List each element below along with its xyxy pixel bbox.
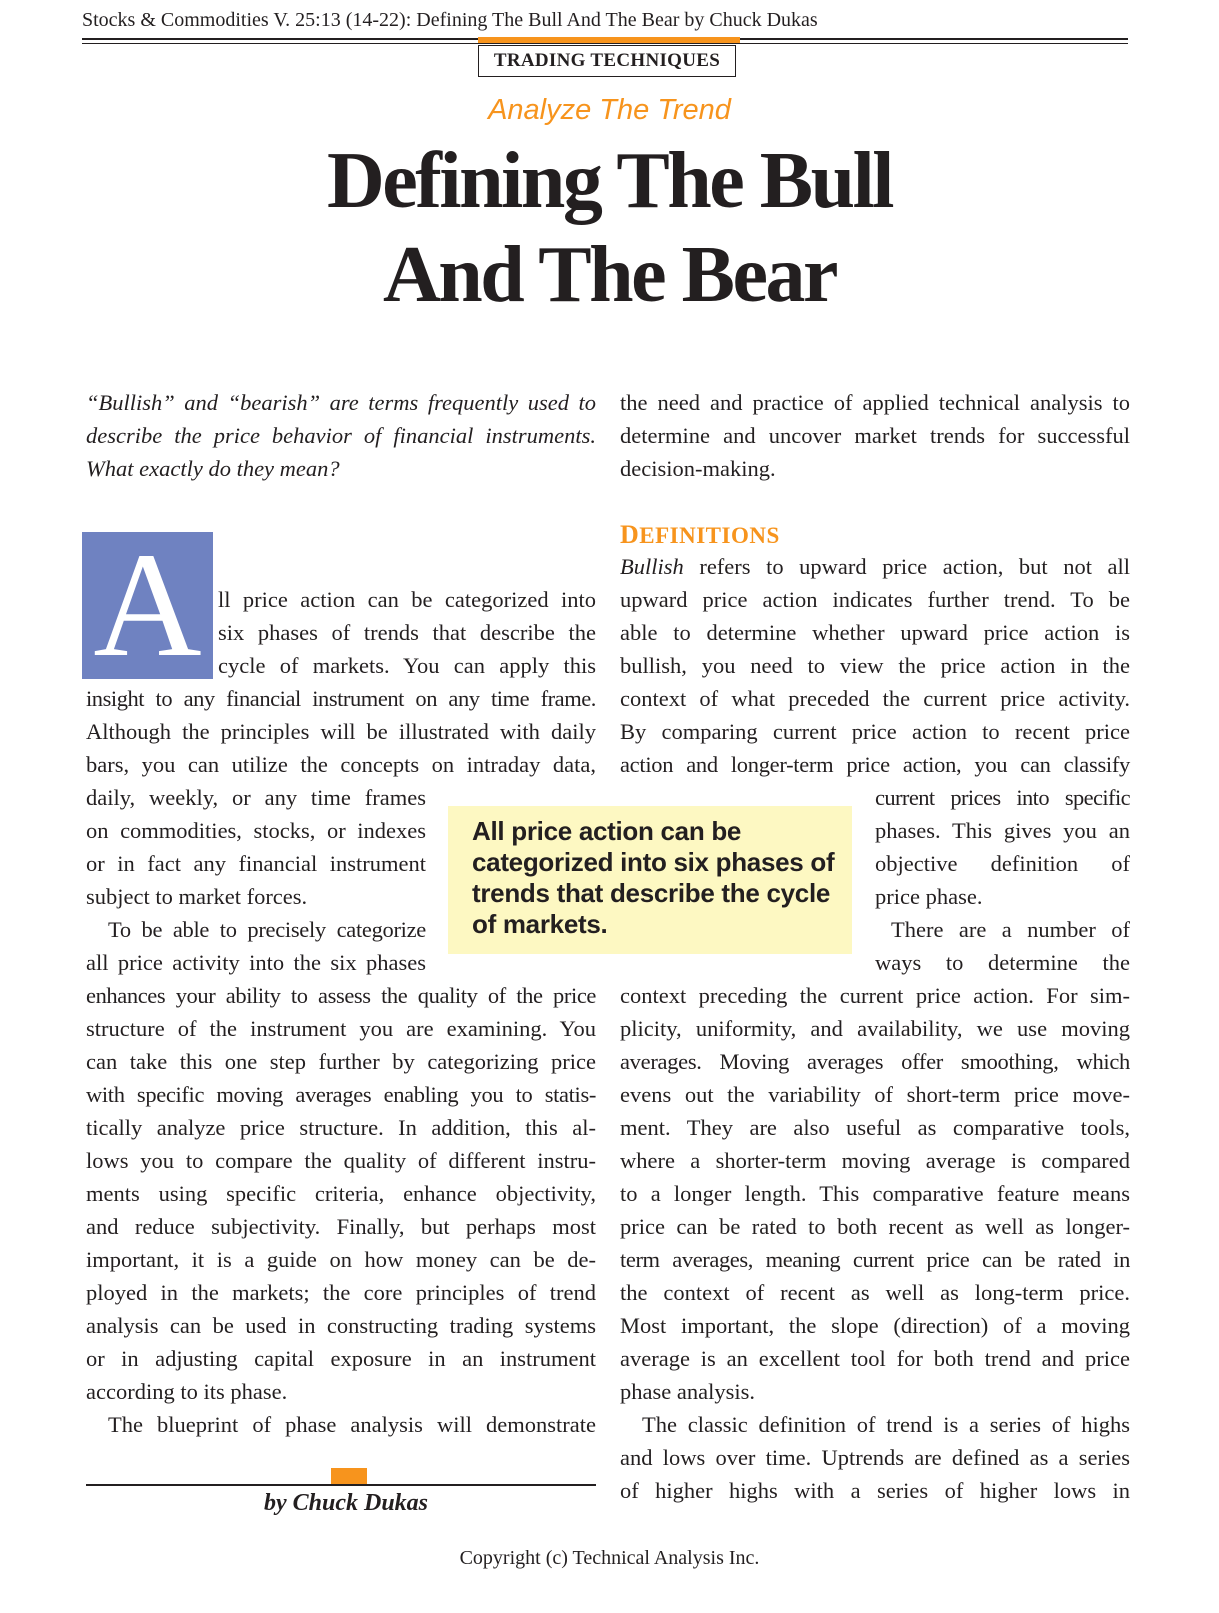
right-text-line: By comparing current price action to recent price bbox=[620, 719, 1130, 744]
right-text-line: evens out the variability of short-term price move- bbox=[620, 1082, 1130, 1107]
right-text-line: able to determine whether upward price action is bbox=[620, 620, 1130, 645]
article-kicker: Analyze The Trend bbox=[488, 94, 731, 126]
heading-rest: EFINITIONS bbox=[639, 523, 780, 548]
right-text-line: price phase. bbox=[875, 884, 983, 909]
right-text-line: price can be rated to both recent as well as longer- bbox=[620, 1214, 1130, 1239]
right-text-line: where a shorter-term moving average is compared bbox=[620, 1148, 1130, 1173]
right-text-line: ment. They are also useful as comparative tools, bbox=[620, 1115, 1130, 1140]
bullish-definition: refers to upward price action, but not all bbox=[683, 554, 1130, 579]
left-text-line: cycle of markets. You can apply this bbox=[218, 653, 596, 678]
right-text-line: the need and practice of applied technical analysis to bbox=[620, 390, 1130, 415]
drop-cap: A bbox=[82, 532, 213, 679]
right-text-line: determine and uncover market trends for successful bbox=[620, 423, 1130, 448]
left-text-line: ments using specific criteria, enhance objectivity, bbox=[86, 1181, 596, 1206]
header-rule-bottom bbox=[82, 43, 1128, 44]
byline-rule bbox=[86, 1484, 596, 1486]
right-text-line: upward price action indicates further trend. To be bbox=[620, 587, 1130, 612]
article-byline: by Chuck Dukas bbox=[263, 1490, 429, 1516]
left-text-line: or in adjusting capital exposure in an instrument bbox=[86, 1346, 596, 1371]
byline-accent-square bbox=[331, 1468, 367, 1484]
running-head: Stocks & Commodities V. 25:13 (14-22): Defining The Bull And The Bear by Chuck Dukas bbox=[82, 9, 818, 31]
left-text-line: or in fact any financial instrument bbox=[86, 851, 426, 876]
right-text-line: plicity, uniformity, and availability, we use moving bbox=[620, 1016, 1130, 1041]
department-label: TRADING TECHNIQUES bbox=[478, 45, 736, 77]
left-text-line: daily, weekly, or any time frames bbox=[86, 785, 426, 810]
right-text-line: bullish, you need to view the price action in the bbox=[620, 653, 1130, 678]
left-text-line: structure of the instrument you are examining. You bbox=[86, 1016, 596, 1041]
right-text-line: to a longer length. This comparative feature means bbox=[620, 1181, 1130, 1206]
left-text-line: bars, you can utilize the concepts on intraday data, bbox=[86, 752, 596, 777]
copyright-notice: Copyright (c) Technical Analysis Inc. bbox=[459, 1547, 760, 1569]
left-text-line: subject to market forces. bbox=[86, 884, 308, 909]
right-text-line: objective definition of bbox=[875, 851, 1130, 876]
right-text-line: of higher highs with a series of higher lows in bbox=[620, 1478, 1130, 1503]
right-text-line: current prices into specific bbox=[875, 785, 1130, 810]
right-text-line: term averages, meaning current price can be rated in bbox=[620, 1247, 1130, 1272]
left-text-line: The blueprint of phase analysis will demonstrate bbox=[108, 1412, 596, 1437]
right-text-line: and lows over time. Uptrends are defined as a series bbox=[620, 1445, 1130, 1470]
left-text-line: tically analyze price structure. In addition, this al- bbox=[86, 1115, 596, 1140]
right-text-line: Most important, the slope (direction) of a moving bbox=[620, 1313, 1130, 1338]
bullish-term: Bullish bbox=[620, 554, 684, 579]
right-text-line bbox=[620, 550, 1130, 583]
right-text-line: decision-making. bbox=[620, 456, 776, 481]
right-text-line: context of what preceded the current price activity. bbox=[620, 686, 1130, 711]
right-text-line: ways to determine the bbox=[875, 950, 1130, 975]
right-text-line: action and longer-term price action, you can classify bbox=[620, 752, 1130, 777]
left-text-line: analysis can be used in constructing trading systems bbox=[86, 1313, 596, 1338]
left-text-line: all price activity into the six phases bbox=[86, 950, 426, 975]
left-text-line: can take this one step further by categorizing price bbox=[86, 1049, 596, 1074]
left-text-line: insight to any financial instrument on any time frame. bbox=[86, 686, 596, 711]
left-text-line: lows you to compare the quality of different instru- bbox=[86, 1148, 596, 1173]
left-text-line: and reduce subjectivity. Finally, but perhaps most bbox=[86, 1214, 596, 1239]
left-text-line: six phases of trends that describe the bbox=[218, 620, 596, 645]
left-text-line: according to its phase. bbox=[86, 1379, 288, 1404]
right-text-line: phases. This gives you an bbox=[875, 818, 1130, 843]
left-text-line: important, it is a guide on how money can be de- bbox=[86, 1247, 596, 1272]
left-text-line: ployed in the markets; the core principles of trend bbox=[86, 1280, 596, 1305]
left-text-line: ll price action can be categorized into bbox=[218, 587, 596, 612]
right-text-line: There are a number of bbox=[891, 917, 1130, 942]
left-text-line: with specific moving averages enabling you to statis- bbox=[86, 1082, 596, 1107]
left-text-line: To be able to precisely categorize bbox=[108, 917, 426, 942]
left-text-line: Although the principles will be illustrated with daily bbox=[86, 719, 596, 744]
left-text-line: on commodities, stocks, or indexes bbox=[86, 818, 426, 843]
heading-initial: D bbox=[620, 520, 640, 549]
article-title bbox=[0, 134, 1219, 322]
title-line-2: And The Bear bbox=[382, 231, 837, 319]
right-text-line: averages. Moving averages offer smoothing, which bbox=[620, 1049, 1130, 1074]
title-line-1: Defining The Bull bbox=[326, 137, 893, 225]
right-text-line: average is an excellent tool for both trend and price bbox=[620, 1346, 1130, 1371]
left-text-line: enhances your ability to assess the quality of the price bbox=[86, 983, 596, 1008]
right-text-line: phase analysis. bbox=[620, 1379, 755, 1404]
department-accent-bar bbox=[478, 37, 740, 43]
right-text-line: the context of recent as well as long-term price. bbox=[620, 1280, 1130, 1305]
section-heading-definitions bbox=[620, 520, 780, 550]
right-text-line: context preceding the current price action. For sim- bbox=[620, 983, 1130, 1008]
right-text-line: The classic definition of trend is a series of highs bbox=[642, 1412, 1130, 1437]
article-lead: “Bullish” and “bearish” are terms frequently used to describe the price behavior of financial instruments. What exactly do they mean? bbox=[86, 390, 596, 481]
pull-quote-text: All price action can be categorized into six phases of trends that describe the cycle of markets. bbox=[472, 816, 835, 939]
